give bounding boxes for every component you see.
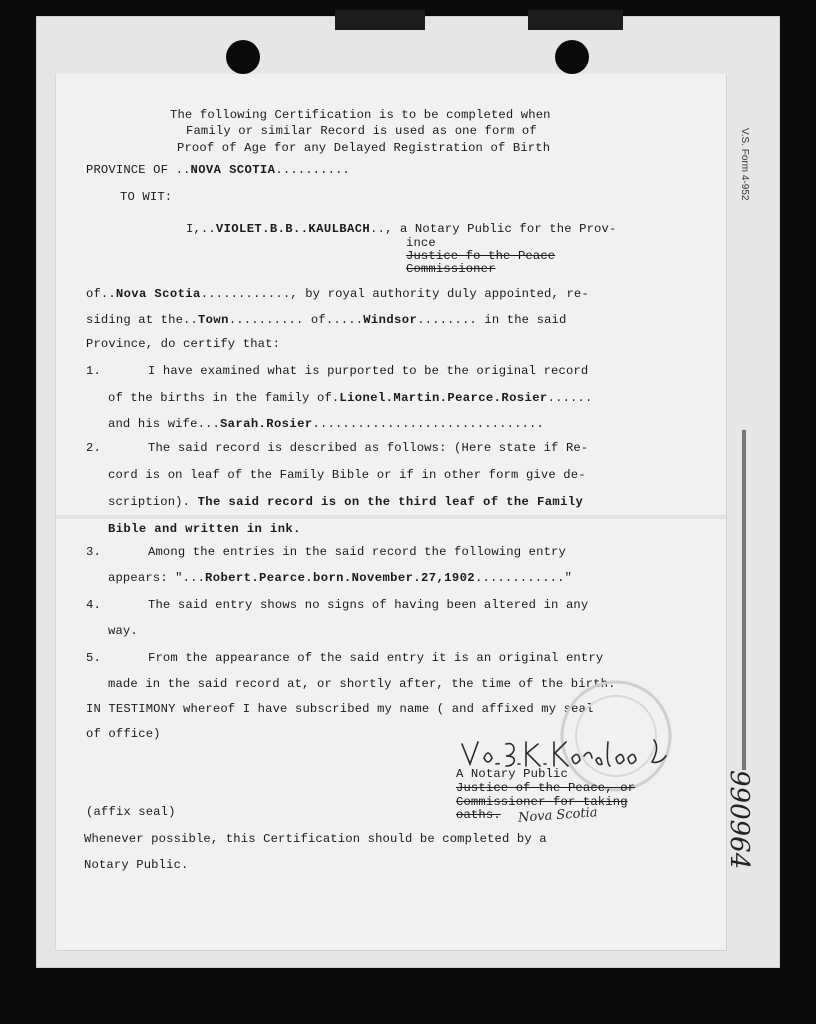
item-1-line-3 — [108, 417, 544, 431]
binder-clip — [335, 10, 425, 30]
struck-justice-peace: Justice of the Peace, or — [456, 781, 636, 795]
item-5-line-2: made in the said record at, or shortly after, the time of the birth. — [108, 677, 616, 691]
of-line — [86, 287, 589, 301]
fold-crease — [56, 515, 726, 519]
item-2-line-2: cord is on leaf of the Family Bible or if in other form give de- — [108, 468, 586, 482]
appears-suffix: ............" — [475, 571, 573, 585]
item-1-line-2 — [108, 391, 592, 405]
province-line — [86, 163, 350, 177]
item-number: 3. — [86, 545, 101, 559]
margin-strip — [742, 430, 746, 770]
register-number: 990964 — [724, 770, 754, 870]
item-1-line-1: I have examined what is purported to be the original record — [148, 364, 589, 378]
province-value: NOVA SCOTIA — [190, 163, 276, 177]
record-description: The said record is on the third leaf of the Family — [197, 495, 584, 509]
of-place: Nova Scotia — [115, 287, 201, 301]
residing-line — [86, 313, 566, 327]
item-1-dots: ...... — [547, 391, 593, 405]
province-label: PROVINCE OF .. — [86, 163, 191, 177]
residing-place: Windsor — [363, 313, 418, 327]
struck-commissioner: Commissioner — [406, 262, 496, 276]
struck-oaths: oaths. — [456, 808, 501, 822]
punch-hole — [226, 40, 260, 74]
testimony-line-2: of office) — [86, 727, 161, 741]
intro-suffix: .., a Notary Public for the Prov- — [370, 222, 617, 236]
intro-line — [186, 222, 616, 236]
item-2-prefix: scription). — [108, 495, 191, 509]
item-5-line-1: From the appearance of the said entry it is an original entry — [148, 651, 604, 665]
item-4-line-2: way. — [108, 624, 138, 638]
residing-rest: ........ in the said — [417, 313, 567, 327]
to-wit: TO WIT: — [120, 190, 173, 204]
item-2-line-4: Bible and written in ink. — [108, 522, 301, 536]
punch-hole — [555, 40, 589, 74]
husband-name: Lionel.Martin.Pearce.Rosier — [339, 391, 548, 405]
birth-entry: Robert.Pearce.born.November.27,1902 — [205, 571, 476, 585]
appears-prefix: appears: "... — [108, 571, 206, 585]
footer-line-1: Whenever possible, this Certification should be completed by a — [84, 832, 547, 846]
testimony-line-1: IN TESTIMONY whereof I have subscribed my name ( and affixed my seal — [86, 702, 594, 716]
item-number: 1. — [86, 364, 101, 378]
item-3-line-2 — [108, 571, 572, 585]
item-2-line-1: The said record is described as follows: (Here state if Re- — [148, 441, 589, 455]
item-4-line-1: The said entry shows no signs of having been altered in any — [148, 598, 589, 612]
intro-ince: ince — [406, 236, 436, 250]
binder-clip — [528, 10, 623, 30]
header-line-3: Proof of Age for any Delayed Registration of Birth — [177, 141, 551, 155]
footer-line-2: Notary Public. — [84, 858, 189, 872]
province-certify: Province, do certify that: — [86, 337, 281, 351]
intro-prefix: I,.. — [186, 222, 216, 236]
item-1-prefix: of the births in the family of. — [108, 391, 340, 405]
struck-justice: Justice fo the Peace — [406, 249, 556, 263]
item-3-line-1: Among the entries in the said record the following entry — [148, 545, 566, 559]
header-line-2: Family or similar Record is used as one form of — [186, 124, 537, 138]
item-number: 2. — [86, 441, 101, 455]
province-dots: .......... — [275, 163, 350, 177]
residing-prefix: siding at the.. — [86, 313, 198, 327]
struck-commissioner-taking: Commissioner for taking — [456, 795, 628, 809]
item-number: 5. — [86, 651, 101, 665]
notary-name: VIOLET.B.B..KAULBACH — [215, 222, 371, 236]
wife-dots: ............................... — [312, 417, 544, 431]
item-number: 4. — [86, 598, 101, 612]
item-2-line-3 — [108, 495, 583, 509]
handwritten-nova-scotia: Nova Scotia — [517, 805, 599, 826]
of-prefix: of.. — [86, 287, 116, 301]
header-line-1: The following Certification is to be completed when — [170, 108, 551, 122]
wife-name: Sarah.Rosier — [219, 417, 313, 431]
wife-prefix: and his wife... — [108, 417, 220, 431]
affix-seal: (affix seal) — [86, 805, 176, 819]
notary-title: A Notary Public — [456, 767, 568, 781]
form-number: V.S. Form 4-952 — [739, 128, 750, 201]
residing-mid: .......... of..... — [228, 313, 364, 327]
residing-town: Town — [197, 313, 229, 327]
of-rest: ............, by royal authority duly appointed, re- — [200, 287, 589, 301]
